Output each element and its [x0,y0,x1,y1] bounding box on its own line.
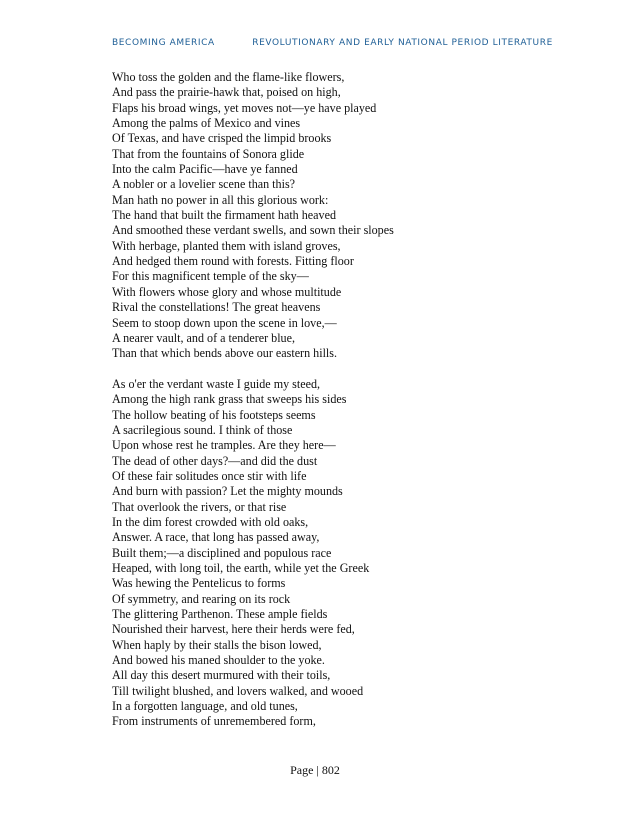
poem-line: And hedged them round with forests. Fitting floor [112,254,354,269]
poem-body [112,70,532,730]
poem-line: As o'er the verdant waste I guide my steed, [112,376,321,391]
poem-line: That overlook the rivers, or that rise [112,499,287,514]
poem-line: That from the fountains of Sonora glide [112,146,305,161]
poem-line: Of Texas, and have crisped the limpid brooks [112,131,332,146]
poem-line: Answer. A race, that long has passed away, [112,530,320,545]
poem-line: Among the high rank grass that sweeps his sides [112,392,347,407]
stanza [112,70,532,362]
poem-line: With herbage, planted them with island groves, [112,238,341,253]
poem-line: Built them;—a disciplined and populous race [112,545,332,560]
header-section-title: REVOLUTIONARY AND EARLY NATIONAL PERIOD LITERATURE [252,38,553,48]
poem-line: Seem to stoop down upon the scene in love,— [112,315,337,330]
poem-line: Than that which bends above our eastern hills. [112,346,338,361]
page-number: Page | 802 [290,763,340,777]
poem-line: Man hath no power in all this glorious work: [112,192,329,207]
running-header [112,38,553,48]
poem-line: Among the palms of Mexico and vines [112,116,301,131]
poem-line: Was hewing the Pentelicus to forms [112,576,286,591]
poem-line: Of symmetry, and rearing on its rock [112,591,291,606]
poem-line: And pass the prairie-hawk that, poised on high, [112,85,341,100]
poem-line: From instruments of unremembered form, [112,714,316,729]
poem-line: And bowed his maned shoulder to the yoke. [112,653,325,668]
poem-line: When haply by their stalls the bison lowed, [112,637,322,652]
poem-line: For this magnificent temple of the sky— [112,269,309,284]
poem-line: A nobler or a lovelier scene than this? [112,177,296,192]
poem-line: Rival the constellations! The great heavens [112,300,321,315]
poem-line: Upon whose rest he tramples. Are they here— [112,438,336,453]
poem-line: The glittering Parthenon. These ample fields [112,607,328,622]
poem-line: Flaps his broad wings, yet moves not—ye have played [112,100,377,115]
poem-line: Heaped, with long toil, the earth, while yet the Greek [112,561,370,575]
poem-line: All day this desert murmured with their toils, [112,668,331,683]
poem-line: A nearer vault, and of a tenderer blue, [112,330,296,345]
poem-line: The hollow beating of his footsteps seems [112,407,316,422]
poem-line: And burn with passion? Let the mighty mounds [112,484,343,499]
header-book-title: BECOMING AMERICA [112,38,215,48]
poem-line: The dead of other days?—and did the dust [112,453,318,468]
poem-line: A sacrilegious sound. I think of those [112,422,293,437]
poem-line: Who toss the golden and the flame-like flowers, [112,70,345,84]
poem-line: Of these fair solitudes once stir with life [112,468,307,483]
poem-line: In the dim forest crowded with old oaks, [112,514,309,529]
poem-line: In a forgotten language, and old tunes, [112,699,298,714]
poem-line: Nourished their harvest, here their herds were fed, [112,622,355,637]
stanza [112,377,532,730]
poem-line: And smoothed these verdant swells, and sown their slopes [112,223,394,238]
poem-line: Till twilight blushed, and lovers walked, and wooed [112,683,364,698]
poem-line: The hand that built the firmament hath heaved [112,208,336,223]
poem-line: Into the calm Pacific—have ye fanned [112,162,298,177]
poem-line: With flowers whose glory and whose multitude [112,284,342,299]
